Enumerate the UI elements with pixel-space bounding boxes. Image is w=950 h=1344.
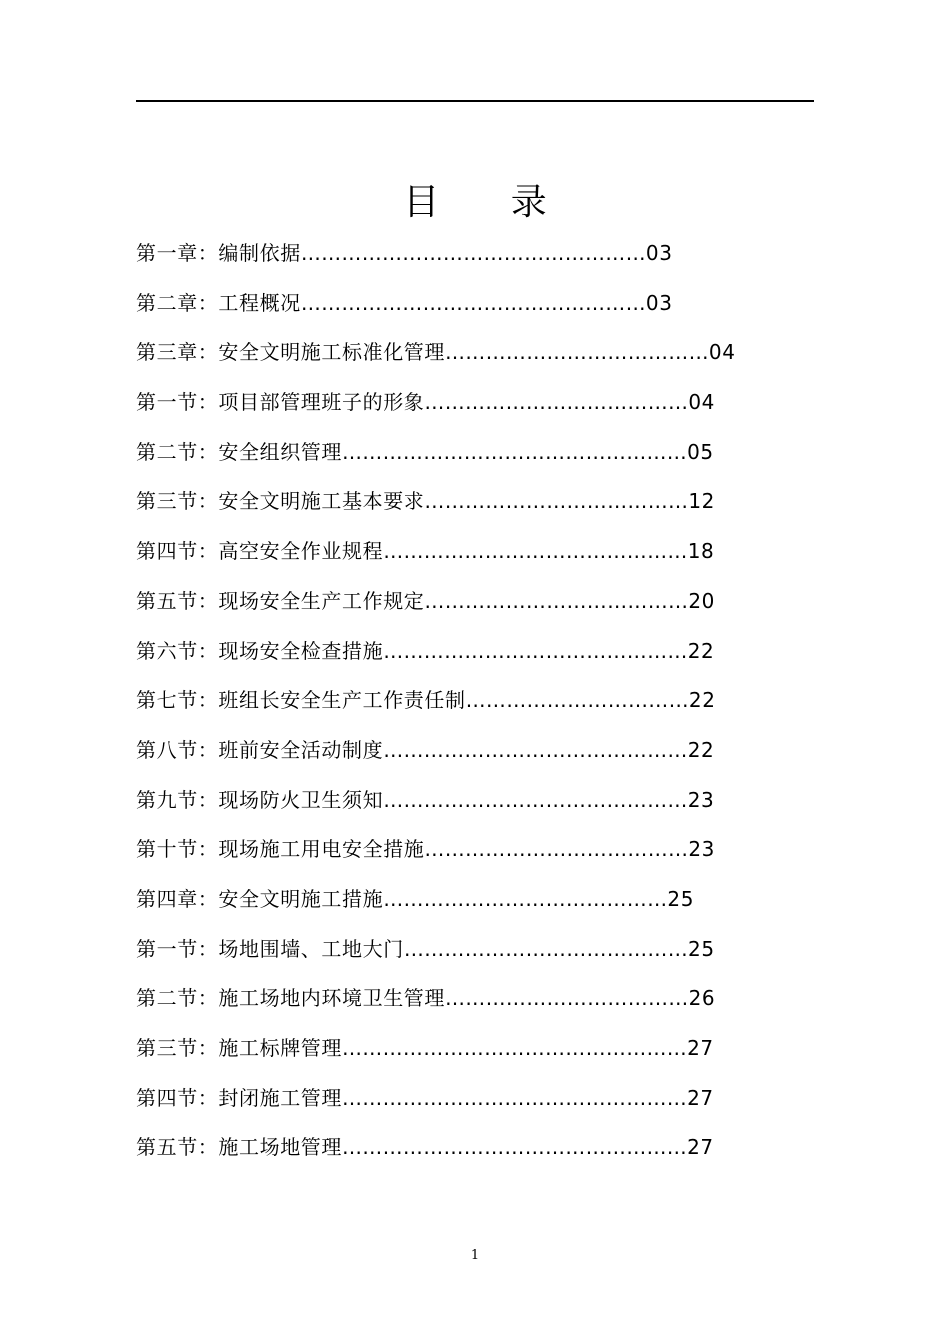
toc-entry-leader: …………………………………………… [300,290,646,315]
toc-entry-leader: ……………………………………… [383,638,688,663]
toc-entry-label: 第四节：高空安全作业规程 [136,539,384,564]
toc-entry[interactable] [136,828,816,878]
toc-entry[interactable] [136,1027,816,1077]
toc-entry-page: 25 [688,936,715,961]
toc-entry-label: 第一节：场地围墙、工地大门 [136,936,404,961]
toc-entry-leader: ………………………………… [445,340,709,365]
toc-entry-label: 第四章：安全文明施工措施 [136,886,384,911]
toc-entry-page: 26 [688,986,716,1011]
toc-entry-label: 第八节：班前安全活动制度 [136,737,384,762]
toc-entry-page: 23 [687,787,715,812]
toc-entry-page: 25 [667,886,695,911]
toc-entry-leader: …………………………………………… [300,241,646,265]
toc-entry-page: 22 [687,737,715,762]
page-title: 目 录 [403,182,577,223]
toc-entry-page: 20 [688,588,715,613]
toc-entry[interactable] [136,1077,816,1127]
toc-entry-leader: …………………………………… [383,886,668,911]
toc-entry-leader: ……………………………… [445,986,689,1011]
toc-entry-label: 第一章：编制依据 [136,241,301,265]
toc-entry-label: 第三章：安全文明施工标准化管理 [136,340,445,365]
toc-entry-page: 22 [687,638,715,663]
toc-entry-leader: ………………………………… [424,489,689,514]
toc-entry[interactable] [136,729,816,779]
toc-entry-leader: ……………………………………… [383,787,688,812]
toc-entry-label: 第二章：工程概况 [136,290,301,315]
toc-entry-label: 第三节：安全文明施工基本要求 [136,489,425,514]
toc-entry-leader: …………………………………………… [342,1085,688,1110]
toc-entry-page: 03 [645,290,673,315]
toc-entry[interactable] [136,928,816,978]
toc-entry-label: 第五节：施工场地管理 [136,1135,342,1160]
toc-entry-page: 27 [687,1135,714,1160]
toc-entry[interactable] [136,1126,816,1176]
toc-entry-leader: ………………………………… [424,837,689,862]
toc-entry-leader: …………………………………………… [342,439,688,464]
toc-entry[interactable] [136,232,816,282]
toc-entry-label: 第五节：现场安全生产工作规定 [136,588,425,613]
toc-entry-leader: …………………………………… [403,936,689,961]
toc-entry[interactable] [136,381,816,431]
toc-entry-leader: …………………………………………… [342,1036,688,1060]
page-number: 1 [470,1248,480,1263]
toc-entry[interactable] [136,282,816,332]
toc-entry-label: 第六节：现场安全检查措施 [136,638,384,663]
toc-entry[interactable] [136,431,816,481]
table-of-contents [136,232,816,1176]
toc-entry-leader: ……………………………………… [383,737,688,762]
toc-entry-label: 第四节：封闭施工管理 [136,1085,342,1110]
toc-entry[interactable] [136,878,816,928]
toc-entry-page: 03 [645,241,673,265]
toc-entry-page: 27 [687,1085,714,1110]
header-rule [136,100,814,102]
toc-entry[interactable] [136,331,816,381]
toc-entry-label: 第十节：现场施工用电安全措施 [136,837,425,862]
toc-entry-label: 第七节：班组长安全生产工作责任制 [136,688,466,713]
toc-entry[interactable] [136,480,816,530]
toc-entry-label: 第一节：项目部管理班子的形象 [136,390,425,415]
toc-entry[interactable] [136,530,816,580]
toc-entry[interactable] [136,977,816,1027]
toc-entry[interactable] [136,779,816,829]
toc-entry-label: 第二节：施工场地内环境卫生管理 [136,986,445,1011]
toc-entry-page: 04 [708,340,736,365]
toc-entry-label: 第九节：现场防火卫生须知 [136,787,384,812]
toc-entry-page: 12 [688,489,715,514]
toc-entry-leader: ………………………………… [424,390,689,415]
toc-entry-page: 23 [688,837,715,862]
toc-entry-page: 18 [687,539,715,564]
toc-entry-label: 第二节：安全组织管理 [136,439,342,464]
toc-entry-leader: …………………………… [465,688,689,713]
toc-entry-page: 04 [688,390,715,415]
toc-entry[interactable] [136,580,816,630]
toc-entry-page: 27 [687,1036,714,1060]
toc-entry-label: 第三节：施工标牌管理 [136,1036,342,1060]
toc-entry-leader: ………………………………… [424,588,689,613]
toc-entry[interactable] [136,630,816,680]
toc-entry-page: 05 [687,439,714,464]
toc-entry-leader: ……………………………………… [383,539,688,564]
toc-entry-leader: …………………………………………… [342,1135,688,1160]
toc-entry[interactable] [136,679,816,729]
toc-entry-page: 22 [688,688,716,713]
